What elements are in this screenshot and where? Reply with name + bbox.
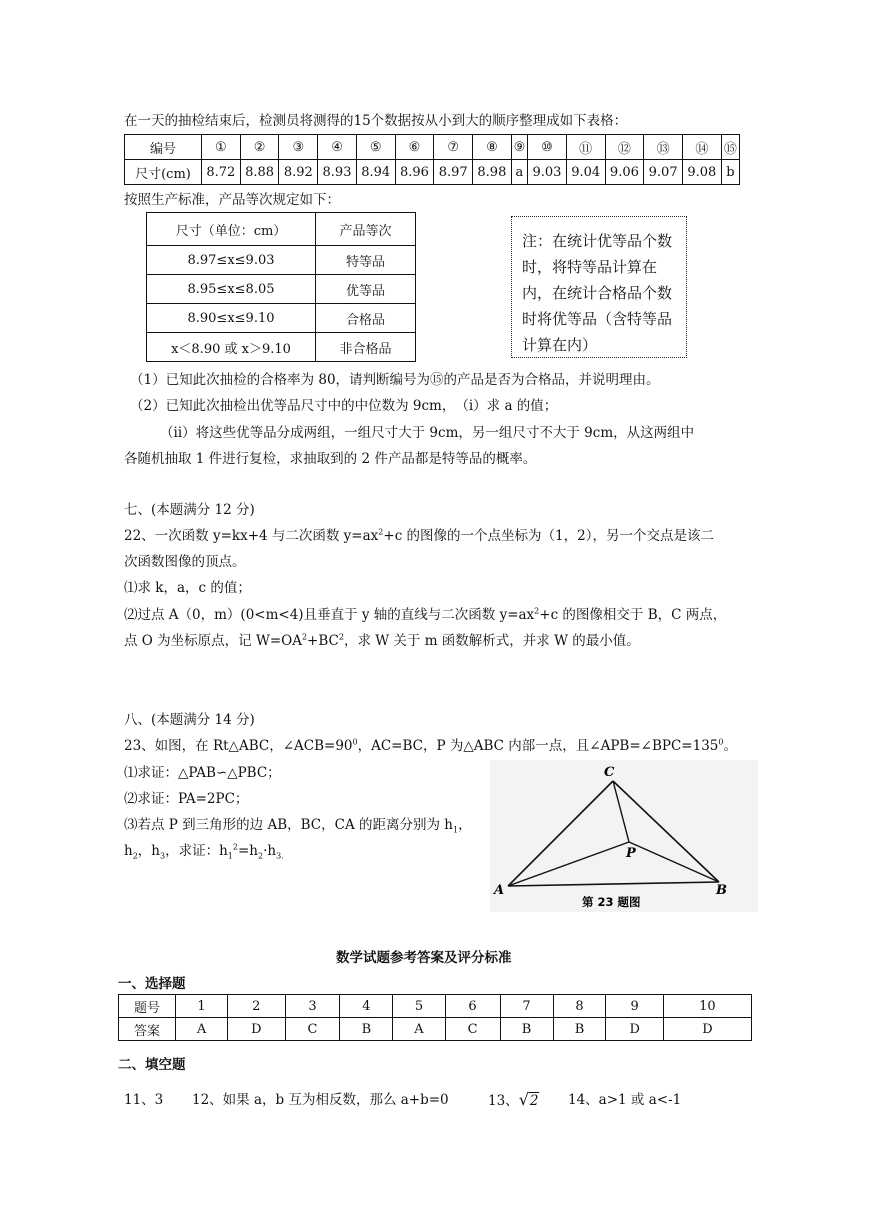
table-cell: 10: [663, 995, 751, 1018]
table-cell: ②: [240, 135, 279, 160]
table-cell: 8.97≤x≤9.03: [147, 246, 316, 275]
section-fill-in: 二、填空题: [118, 1057, 186, 1073]
question-2-part-ii: （ⅱ）将这些优等品分成两组，一组尺寸大于 9cm，另一组尺寸不大于 9cm，从这两组中: [160, 425, 695, 441]
table-cell: 8.95≤x≤8.05: [147, 275, 316, 304]
table-row: [119, 1018, 752, 1041]
table-cell: 3: [285, 995, 340, 1018]
problem-23-part-1: ⑴求证：△PAB∽△PBC；: [124, 765, 281, 781]
problem-22-part-2: ⑵过点 A（0，m）(0<m<4)且垂直于 y 轴的直线与二次函数 $y=ax^2+c$ 的图像相交于 B，C 两点，: [124, 606, 727, 623]
table-cell: 优等品: [316, 275, 416, 304]
table-cell: A: [176, 1018, 228, 1041]
table-cell: ⑬: [644, 135, 683, 160]
question-2: （2）已知此次抽检出优等品尺寸中的中位数为 9cm， （ⅰ）求 a 的值；: [130, 398, 558, 414]
table-header-cell: 尺寸（单位：cm）: [147, 213, 316, 246]
table-cell: 合格品: [316, 304, 416, 333]
table-row: [147, 246, 416, 275]
table-header-cell: 产品等次: [316, 213, 416, 246]
table-cell: D: [663, 1018, 751, 1041]
table-cell: ⑪: [566, 135, 605, 160]
table-cell: B: [500, 1018, 553, 1041]
answer-14: 14、a>1 或 a<-1: [568, 1092, 682, 1108]
figure-caption: 第 23 题图: [582, 895, 641, 909]
table-row: [125, 135, 740, 160]
intro-text: 在一天的抽检结束后，检测员将测得的15个数据按从小到大的顺序整理成如下表格：: [124, 113, 628, 129]
table-cell: 6: [445, 995, 500, 1018]
table-cell: 题号: [119, 995, 176, 1018]
table-cell: b: [721, 160, 739, 185]
table-row: [147, 213, 416, 246]
table-cell: 8.93: [318, 160, 357, 185]
table-cell: D: [606, 1018, 663, 1041]
table-cell: a: [511, 160, 527, 185]
question-2-part-ii-cont: 各随机抽取 1 件进行复检，求抽取到的 2 件产品都是特等品的概率。: [124, 451, 537, 467]
table-cell: C: [285, 1018, 340, 1041]
vertex-label-b: B: [716, 883, 727, 898]
table-cell: 8.88: [240, 160, 279, 185]
table-cell: 9.03: [528, 160, 567, 185]
table-cell: C: [445, 1018, 500, 1041]
table-cell: 9: [606, 995, 663, 1018]
problem-22-line-1: 22、一次函数 y=kx+4 与二次函数 $y=ax^2+c$ 的图像的一个点坐标为（1，2），另一个交点是该二: [124, 527, 714, 544]
triangle-figure: [490, 760, 758, 912]
standard-intro: 按照生产标准，产品等次规定如下：: [124, 192, 340, 208]
problem-23-part-2: ⑵求证：PA=2PC；: [124, 791, 249, 807]
table-cell: ③: [279, 135, 318, 160]
table-cell: A: [393, 1018, 445, 1041]
answer-title: 数学试题参考答案及评分标准: [336, 950, 512, 966]
vertex-label-a: A: [494, 883, 505, 898]
question-1: （1）已知此次抽检的合格率为 80，请判断编号为⑮的产品是否为合格品，并说明理由。: [130, 372, 660, 388]
vertex-label-p: P: [626, 846, 636, 861]
table-cell: x＜8.90 或 x＞9.10: [147, 333, 316, 362]
section-8-heading: 八、(本题满分 14 分): [124, 712, 255, 728]
problem-22-part-1: ⑴求 k，a，c 的值；: [124, 580, 251, 596]
table-cell: 8.98: [473, 160, 512, 185]
table-cell: 2: [228, 995, 285, 1018]
note-box: 注：在统计优等品个数时，将特等品计算在内，在统计合格品个数时将优等品（含特等品计算在内）: [511, 216, 687, 358]
answer-11: 11、3: [124, 1092, 164, 1108]
table-cell: 特等品: [316, 246, 416, 275]
table-cell: ⑭: [682, 135, 721, 160]
problem-23-part-3: ⑶若点 P 到三角形的边 AB，BC，CA 的距离分别为 $h_1$，: [124, 817, 472, 835]
table-row: [147, 333, 416, 362]
vertex-label-c: C: [604, 765, 615, 780]
measurement-table: [124, 134, 740, 185]
table-cell: 9.07: [644, 160, 683, 185]
table-cell: 答案: [119, 1018, 176, 1041]
answer-12: 12、如果 a，b 互为相反数，那么 a+b=0: [192, 1092, 449, 1108]
table-cell: B: [340, 1018, 393, 1041]
table-row: [125, 160, 740, 185]
table-cell: 1: [176, 995, 228, 1018]
table-cell: ⑤: [356, 135, 395, 160]
table-cell: 8: [553, 995, 606, 1018]
table-cell: 8.72: [202, 160, 241, 185]
table-cell: B: [553, 1018, 606, 1041]
table-cell: ④: [318, 135, 357, 160]
table-cell: 8.94: [356, 160, 395, 185]
table-cell: 尺寸(cm): [125, 160, 202, 185]
table-cell: 8.90≤x≤9.10: [147, 304, 316, 333]
problem-22-part-2-cont: 点 O 为坐标原点，记 $W=OA^2+BC^2$，求 W 关于 m 函数解析式，并求 W 的最小值。: [124, 632, 640, 649]
table-cell: 8.97: [434, 160, 473, 185]
table-cell: ⑩: [528, 135, 567, 160]
table-cell: 9.06: [605, 160, 644, 185]
table-cell: ⑨: [511, 135, 527, 160]
table-row: [147, 304, 416, 333]
table-cell: 非合格品: [316, 333, 416, 362]
table-row: [119, 995, 752, 1018]
table-cell: ⑦: [434, 135, 473, 160]
table-cell: ⑮: [721, 135, 739, 160]
table-cell: 9.04: [566, 160, 605, 185]
table-cell: 4: [340, 995, 393, 1018]
table-cell: 7: [500, 995, 553, 1018]
table-cell: D: [228, 1018, 285, 1041]
table-cell: 8.92: [279, 160, 318, 185]
table-cell: 5: [393, 995, 445, 1018]
table-row: [147, 275, 416, 304]
table-cell: ①: [202, 135, 241, 160]
table-cell: 8.96: [395, 160, 434, 185]
problem-22-line-2: 次函数图像的顶点。: [124, 554, 246, 570]
section-7-heading: 七、(本题满分 12 分): [124, 502, 255, 518]
problem-23-line-1: 23、如图，在 Rt△ABC，$\angle ACB=90^0$，AC=BC，P 为△ABC 内部一点，且$\angle APB=\angle BPC=135^0$。: [124, 737, 737, 754]
table-cell: 编号: [125, 135, 202, 160]
table-cell: 9.08: [682, 160, 721, 185]
grade-standard-table: [146, 212, 416, 362]
table-cell: ⑫: [605, 135, 644, 160]
table-cell: ⑧: [473, 135, 512, 160]
table-cell: ⑥: [395, 135, 434, 160]
answer-table: [118, 994, 752, 1041]
answer-13: 13、√2: [488, 1090, 539, 1109]
sqrt-symbol: √: [518, 1090, 529, 1109]
section-multiple-choice: 一、选择题: [118, 976, 186, 992]
problem-23-part-3-cont: $h_2$，$h_3$，求证：$h_1^2=h_2\cdot h_{3.}$: [124, 842, 284, 861]
